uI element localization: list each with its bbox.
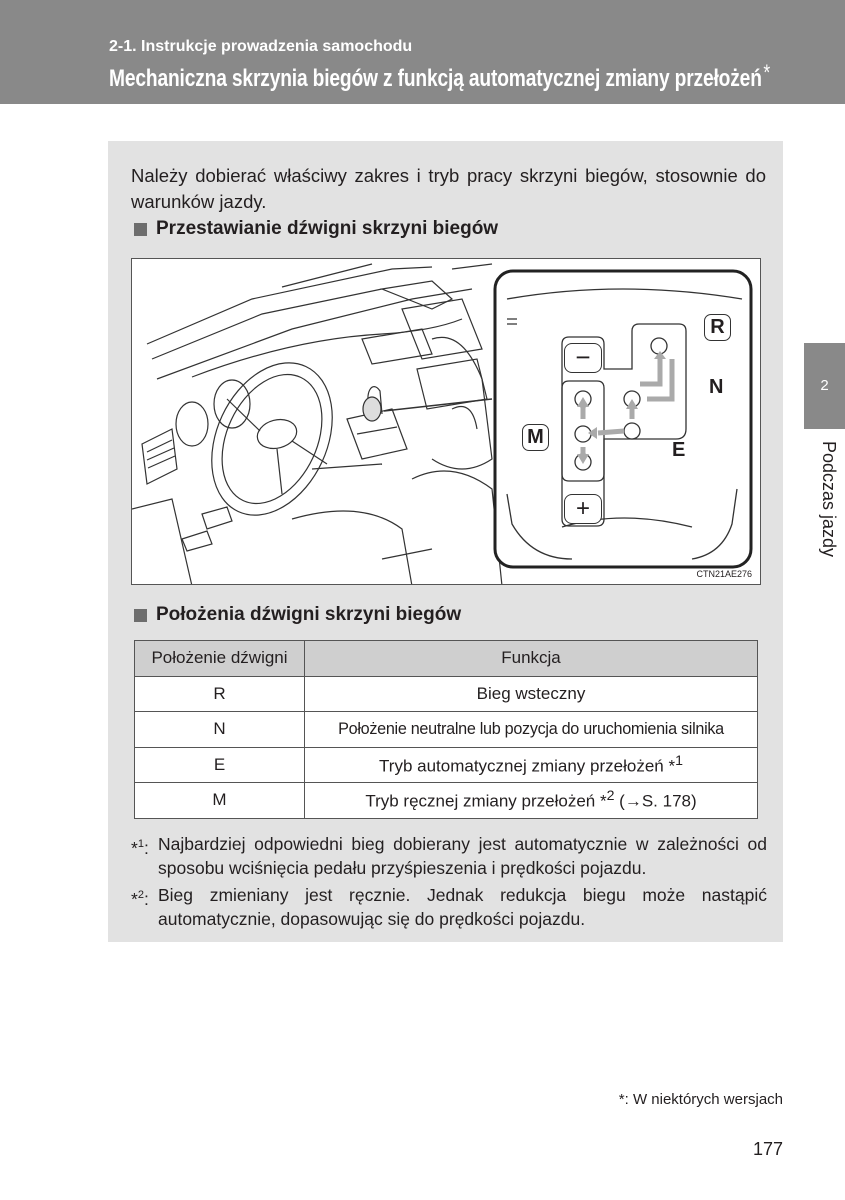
cell-position: R [135, 676, 305, 712]
table-row [135, 783, 758, 819]
label-minus: − [575, 342, 591, 372]
cell-position: M [135, 783, 305, 819]
label-minus-box [564, 343, 602, 373]
label-e: E [672, 439, 686, 461]
section-heading-text: Przestawianie dźwigni skrzyni biegów [156, 218, 499, 239]
asterisk: * [131, 837, 138, 858]
label-m: M [527, 426, 544, 448]
footnote-ref: 2 [606, 788, 615, 805]
label-plus: + [575, 495, 590, 522]
label-m-box [522, 424, 549, 451]
shift-lever-illustration [131, 258, 761, 585]
chapter-label: Podczas jazdy [819, 441, 839, 558]
footnote-marker: *$^2$: [131, 888, 149, 909]
cell-function [305, 747, 758, 783]
page-header [0, 0, 845, 104]
column-header-function: Funkcja [305, 641, 758, 677]
cell-function [305, 783, 758, 819]
table-header-row [135, 641, 758, 677]
cockpit-drawing [132, 259, 761, 585]
section-heading-shifting [134, 218, 498, 240]
page-title-text: Mechaniczna skrzynia biegów z funkcją automatycznej zmiany przełożeń [109, 65, 762, 92]
optional-equipment-mark: * [763, 60, 771, 85]
footnote-text: Bieg zmieniany jest ręcznie. Jednak redukcja biegu może nastąpić automatycznie, dopasowując się do prędkości pojazdu. [158, 885, 767, 929]
page-reference: (→S. 178) [614, 792, 697, 812]
footnotes [131, 832, 767, 934]
footnote-marker: *$^1$: [131, 837, 149, 858]
cell-function [305, 712, 758, 748]
table-row [135, 676, 758, 712]
positions-table [134, 640, 758, 819]
chapter-number: 2 [820, 377, 829, 394]
cell-function-text: Tryb automatycznej zmiany przełożeń * [379, 756, 676, 776]
asterisk: * [131, 888, 138, 909]
cell-function-text: Położenie neutralne lub pozycja do uruchomienia silnika [338, 719, 724, 738]
footnote-text: Najbardziej odpowiedni bieg dobierany jest automatycznie w zależności od sposobu wciśnięcia pedału przyśpieszenia i prędkości pojazdu. [158, 834, 767, 878]
optional-equipment-note: *: W niektórych wersjach [618, 1091, 783, 1108]
bullet-square-icon [134, 223, 147, 236]
column-header-position: Położenie dźwigni [135, 641, 305, 677]
page-title [109, 60, 770, 93]
table-row [135, 712, 758, 748]
intro-text: Należy dobierać właściwy zakres i tryb pracy skrzyni biegów, stosownie do warunków jazdy. [131, 165, 766, 212]
chapter-tab [804, 343, 845, 429]
footnote-number: 2 [137, 889, 144, 901]
cell-position: N [135, 712, 305, 748]
cell-function [305, 676, 758, 712]
cell-function-text: Tryb ręcznej zmiany przełożeń * [365, 792, 607, 812]
label-r-box [704, 314, 731, 341]
table-row [135, 747, 758, 783]
figure-code: CTN21AE276 [696, 569, 752, 579]
cell-function-text: Bieg wsteczny [476, 683, 586, 703]
section-heading-text: Położenia dźwigni skrzyni biegów [156, 604, 462, 625]
label-n: N [709, 376, 724, 398]
page-number: 177 [752, 1139, 783, 1159]
bullet-square-icon [134, 609, 147, 622]
cell-position: E [135, 747, 305, 783]
section-heading-positions [134, 604, 461, 626]
footnote-item [131, 832, 767, 880]
footnote-ref: 1 [675, 752, 683, 769]
label-r: R [710, 316, 725, 338]
label-plus-box [564, 494, 602, 524]
footnote-item [131, 883, 767, 931]
section-title: 2-1. Instrukcje prowadzenia samochodu [109, 38, 413, 55]
footnote-number: 1 [137, 838, 144, 850]
